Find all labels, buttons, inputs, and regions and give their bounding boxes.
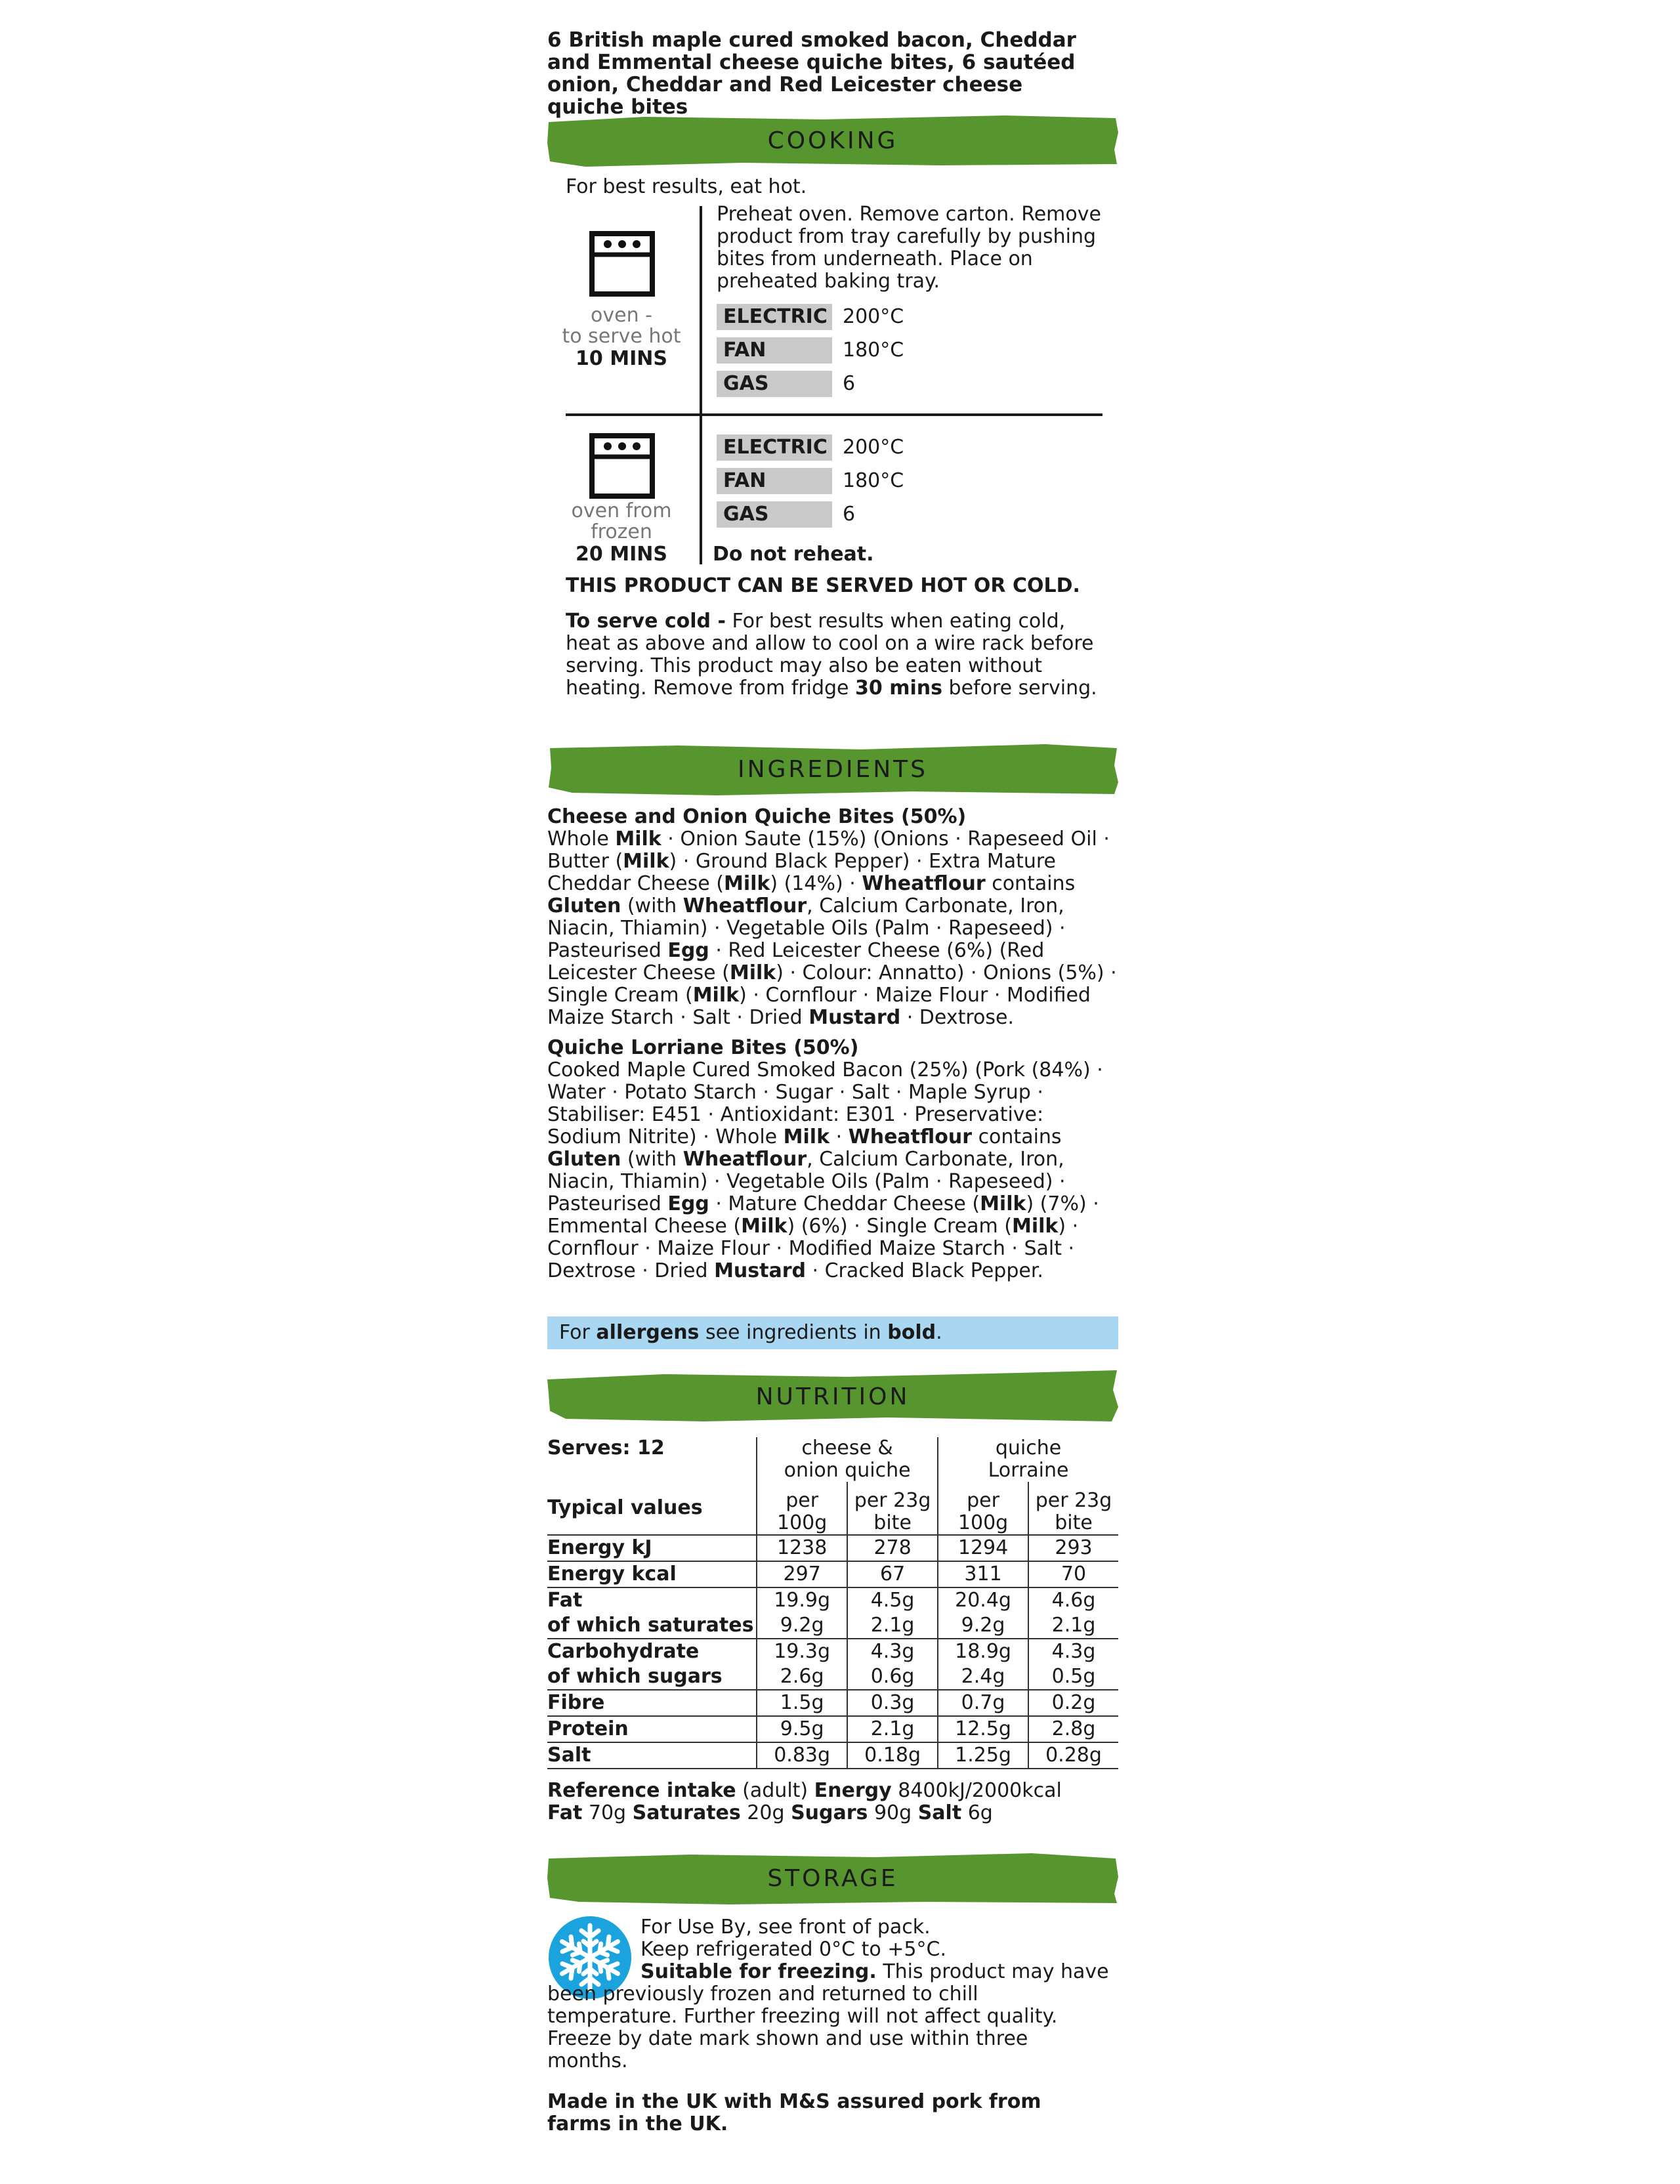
hot-setting-gas: GAS <box>717 371 832 397</box>
nutrient-value: 2.1g <box>1028 1613 1118 1639</box>
reference-intake-2-run: Saturates <box>632 1801 741 1824</box>
ingredients-section2-run: · <box>830 1125 849 1148</box>
nutrient-value: 70 <box>1028 1561 1118 1587</box>
hot-setting-fan-value: 180°C <box>843 339 904 362</box>
ingredients-section2-run: ) (7%) · Emmental Cheese ( <box>547 1192 1099 1238</box>
ingredients-section1-run: contains <box>985 872 1076 895</box>
ingredients-section2-run: (with <box>621 1148 683 1171</box>
col-group1-line2: onion quiche <box>784 1459 911 1482</box>
ingredients-section2-run: Gluten <box>547 1148 621 1171</box>
nutrient-value: 4.3g <box>847 1639 938 1664</box>
table-row <box>547 1664 1118 1690</box>
storage-freezing-text <box>547 1961 1112 2072</box>
ingredients-section1-run: Egg <box>667 939 709 962</box>
nutrient-value: 1.5g <box>757 1690 847 1716</box>
nutrient-value: 4.6g <box>1028 1587 1118 1613</box>
ingredients-section1-run: Wheatflour <box>862 872 986 895</box>
table-row <box>547 1613 1118 1639</box>
nutrient-label: of which saturates <box>547 1613 757 1639</box>
ingredients-banner <box>546 742 1120 797</box>
nutrient-value: 0.83g <box>757 1742 847 1769</box>
ingredients-section1-run: ) · Colour: Annatto) · Onions (5%) · Single Cream ( <box>547 961 1117 1007</box>
nutrient-value: 12.5g <box>938 1716 1028 1742</box>
nutrient-value: 0.5g <box>1028 1664 1118 1690</box>
cooking-divider-vertical <box>700 206 702 564</box>
col-group1-line1: cheese & <box>801 1437 893 1460</box>
do-not-reheat-text: Do not reheat. <box>713 543 874 566</box>
allergen-text-a: For <box>559 1321 597 1344</box>
oven-icon <box>589 433 655 501</box>
ingredients-section2-run: contains <box>972 1125 1062 1148</box>
col-group2-line2: Lorraine <box>988 1459 1069 1482</box>
nutrient-value: 19.3g <box>757 1639 847 1664</box>
nutrient-label: Protein <box>547 1716 757 1742</box>
nutrient-value: 2.1g <box>847 1716 938 1742</box>
hot-setting-fan: FAN <box>717 337 832 364</box>
nutrient-value: 2.8g <box>1028 1716 1118 1742</box>
frozen-setting-gas-value: 6 <box>843 503 856 526</box>
cooking-heading: COOKING <box>767 127 898 154</box>
ingredients-section1-run: Mustard <box>808 1006 901 1029</box>
frozen-setting-fan: FAN <box>717 468 832 494</box>
ingredients-section1-run: · Dextrose. <box>900 1006 1014 1029</box>
reference-intake-2-run: 6g <box>961 1801 993 1824</box>
origin-text: Made in the UK with M&S assured pork from farms in the UK. <box>547 2090 1041 2135</box>
nutrient-value: 1294 <box>938 1535 1028 1561</box>
hot-setting-gas-value: 6 <box>843 372 856 395</box>
nutrient-label: Energy kJ <box>547 1535 757 1561</box>
ingredients-section1-run: , Calcium Carbonate, Iron, Niacin, Thiamin) · Vegetable Oils (Palm · Rapeseed) · Pasteurised <box>547 894 1066 962</box>
nutrient-value: 2.6g <box>757 1664 847 1690</box>
ingredients-section1-run: Milk <box>615 828 662 850</box>
nutrient-value: 67 <box>847 1561 938 1587</box>
sub-header-1: per 100g <box>757 1482 847 1535</box>
ingredients-section2-run: ) (6%) · Single Cream ( <box>787 1215 1013 1238</box>
cooking-banner <box>546 113 1120 168</box>
serve-cold-body: For best results when eating cold, heat as above and allow to cool on a wire rack before serving. This product may also be eaten without heating. Remove from fridge <box>566 610 1094 700</box>
ingredients-section1-run: · Onion Saute (15%) (Onions · Rapeseed Oil · Butter ( <box>547 828 1110 873</box>
table-row <box>547 1535 1118 1561</box>
reference-intake-1-run: Energy <box>814 1779 892 1802</box>
nutrient-label: Fat <box>547 1589 583 1612</box>
nutrient-value: 293 <box>1028 1535 1118 1561</box>
nutrient-value: 4.3g <box>1028 1639 1118 1664</box>
frozen-setting-gas: GAS <box>717 501 832 528</box>
nutrient-value: 311 <box>938 1561 1028 1587</box>
allergen-text-d: bold <box>887 1321 936 1344</box>
reference-intake-2-run: 70g <box>582 1801 633 1824</box>
oven-icon <box>589 231 655 299</box>
storage-use-by: For Use By, see front of pack. <box>640 1916 931 1939</box>
nutrient-label: of which sugars <box>547 1664 757 1690</box>
ingredients-section1-run: Gluten <box>547 894 621 917</box>
ingredients-section1-run: ) (14%) · <box>770 872 862 895</box>
reference-intake-2-run: 20g <box>740 1801 791 1824</box>
ingredients-section1-run: ) · Ground Black Pepper) · Extra Mature Cheddar Cheese ( <box>547 850 1056 895</box>
ingredients-section2-body <box>547 1059 1118 1282</box>
sub-header-3: per 100g <box>938 1482 1028 1535</box>
nutrient-value: 0.6g <box>847 1664 938 1690</box>
col-group-cheese-onion <box>757 1437 938 1482</box>
typical-values-label: Typical values <box>547 1482 757 1535</box>
best-results-text: For best results, eat hot. <box>566 175 807 198</box>
nutrition-banner <box>546 1369 1120 1424</box>
table-row <box>547 1690 1118 1716</box>
hot-oven-label-1: oven - <box>591 304 652 327</box>
frozen-oven-label-2: frozen <box>591 520 652 543</box>
frozen-setting-electric-value: 200°C <box>843 436 904 459</box>
reference-intake-1-run: 8400kJ/2000kcal <box>891 1779 1062 1802</box>
hot-setting-electric-value: 200°C <box>843 305 904 328</box>
nutrient-value: 9.2g <box>938 1613 1028 1639</box>
ingredients-section1-run: Whole <box>547 828 616 850</box>
table-row <box>547 1716 1118 1742</box>
hot-or-cold-text: THIS PRODUCT CAN BE SERVED HOT OR COLD. <box>566 574 1080 597</box>
nutrient-value: 297 <box>757 1561 847 1587</box>
storage-heading: STORAGE <box>767 1864 898 1892</box>
serve-cold-label: To serve cold - <box>566 610 726 633</box>
nutrient-value: 0.18g <box>847 1742 938 1769</box>
nutrient-value: 20.4g <box>938 1587 1028 1613</box>
reference-intake-2-run: 90g <box>868 1801 918 1824</box>
allergen-text-c: see ingredients in <box>699 1321 888 1344</box>
ingredients-section1-run: Wheatflour <box>682 894 807 917</box>
hot-instructions: Preheat oven. Remove carton. Remove product from tray carefully by pushing bites from underneath. Place on preheated baking tray. <box>717 203 1101 293</box>
nutrient-value: 1.25g <box>938 1742 1028 1769</box>
ingredients-section2-run: , Calcium Carbonate, Iron, Niacin, Thiamin) · Vegetable Oils (Palm · Rapeseed) · Pasteurised <box>547 1148 1066 1215</box>
ingredients-section2-run: Milk <box>980 1192 1026 1215</box>
serves-label: Serves: 12 <box>547 1437 665 1460</box>
frozen-oven-time: 20 MINS <box>576 543 667 566</box>
nutrient-value: 278 <box>847 1535 938 1561</box>
ingredients-section1-run: Milk <box>692 984 740 1007</box>
nutrient-value: 0.3g <box>847 1690 938 1716</box>
frozen-setting-electric: ELECTRIC <box>717 434 832 461</box>
table-row <box>547 1561 1118 1587</box>
frozen-oven-label-1: oven from <box>571 499 672 522</box>
allergen-text-b: allergens <box>596 1321 700 1344</box>
sub-header-2: per 23g bite <box>847 1482 938 1535</box>
nutrient-label: Energy kcal <box>547 1561 757 1587</box>
ingredients-section2-run: Milk <box>741 1215 788 1238</box>
nutrient-value: 0.7g <box>938 1690 1028 1716</box>
serve-cold-time: 30 mins <box>855 677 942 700</box>
serve-cold-end: before serving. <box>942 677 1097 700</box>
frozen-setting-fan-value: 180°C <box>843 469 904 492</box>
nutrient-value: 18.9g <box>938 1639 1028 1664</box>
nutrient-label: Salt <box>547 1742 757 1769</box>
ingredients-section2-run: · Cracked Black Pepper. <box>806 1259 1043 1282</box>
nutrient-value: 19.9g <box>757 1587 847 1613</box>
ingredients-section1-run: Milk <box>623 850 669 873</box>
ingredients-section2-run: ) · Cornflour · Maize Flour · Modified Maize Starch · Salt · Dextrose · Dried <box>547 1215 1079 1282</box>
hot-oven-label-2: to serve hot <box>562 325 681 348</box>
cooking-divider-horizontal <box>566 413 1102 416</box>
allergen-text-e: . <box>936 1321 942 1344</box>
nutrient-label: Carbohydrate <box>547 1640 700 1663</box>
reference-intake-line2 <box>547 1802 993 1824</box>
nutrient-value: 9.5g <box>757 1716 847 1742</box>
nutrient-value: 9.2g <box>757 1613 847 1639</box>
storage-banner <box>546 1851 1120 1906</box>
ingredients-section2-run: Milk <box>1012 1215 1059 1238</box>
ingredients-section1-run: · Red Leicester Cheese (6%) (Red Leicester Cheese ( <box>547 939 1045 984</box>
freezing-bold: Suitable for freezing. <box>640 1960 877 1983</box>
ingredients-section1-run: ) · Cornflour · Maize Flour · Modified Maize Starch · Salt · Dried <box>547 984 1091 1029</box>
ingredients-section2-run: Cooked Maple Cured Smoked Bacon (25%) (Pork (84%) · Water · Potato Starch · Sugar · Salt · Maple Syrup · Stabiliser: E451 · Antioxidant: E301 · Preservative: Sodium Nitrite) · Whole <box>547 1059 1103 1148</box>
sub-header-4: per 23g bite <box>1028 1482 1118 1535</box>
col-group2-line1: quiche <box>995 1437 1062 1460</box>
ingredients-section2-run: Milk <box>783 1125 830 1148</box>
table-row <box>547 1639 1118 1664</box>
hot-oven-time: 10 MINS <box>576 347 667 370</box>
nutrient-value: 0.28g <box>1028 1742 1118 1769</box>
ingredients-section1-title: Cheese and Onion Quiche Bites (50%) <box>547 805 967 828</box>
reference-intake-1-run: Reference intake <box>547 1779 736 1802</box>
ingredients-section2-run: Wheatflour <box>682 1148 807 1171</box>
product-description: 6 British maple cured smoked bacon, Cheddar and Emmental cheese quiche bites, 6 sautéed onion, Cheddar and Red Leicester cheese quiche bites <box>547 28 1076 119</box>
ingredients-section1-body <box>547 828 1118 1029</box>
ingredients-section1-run: Milk <box>729 961 776 984</box>
ingredients-section2-title: Quiche Lorriane Bites (50%) <box>547 1036 859 1059</box>
nutrient-value: 1238 <box>757 1535 847 1561</box>
nutrient-value: 4.5g <box>847 1587 938 1613</box>
nutrient-value: 0.2g <box>1028 1690 1118 1716</box>
reference-intake-line1 <box>547 1780 1062 1802</box>
storage-refrigerate: Keep refrigerated 0°C to +5°C. <box>640 1938 946 1961</box>
reference-intake-2-run: Sugars <box>791 1801 868 1824</box>
reference-intake-2-run: Salt <box>917 1801 962 1824</box>
table-row <box>547 1742 1118 1769</box>
hot-setting-electric: ELECTRIC <box>717 304 832 330</box>
ingredients-section1-run: Milk <box>723 872 770 895</box>
reference-intake-1-run: (adult) <box>736 1779 814 1802</box>
ingredients-section2-run: Wheatflour <box>848 1125 973 1148</box>
nutrition-table <box>547 1437 1118 1769</box>
freezing-body: This product may have been previously frozen and returned to chill temperature. Further freezing will not affect quality. Freeze by date mark shown and use within three months. <box>547 1960 1109 2072</box>
table-row <box>547 1587 1118 1613</box>
allergen-notice <box>547 1316 1118 1349</box>
ingredients-section2-run: Mustard <box>714 1259 806 1282</box>
nutrition-heading: NUTRITION <box>755 1383 910 1410</box>
ingredients-section1-run: (with <box>621 894 683 917</box>
ingredients-section2-run: Egg <box>667 1192 709 1215</box>
nutrient-value: 2.4g <box>938 1664 1028 1690</box>
reference-intake-2-run: Fat <box>547 1801 583 1824</box>
ingredients-section2-run: · Mature Cheddar Cheese ( <box>709 1192 980 1215</box>
ingredients-heading: INGREDIENTS <box>737 755 929 783</box>
nutrient-value: 2.1g <box>847 1613 938 1639</box>
nutrient-label: Fibre <box>547 1690 757 1716</box>
serve-cold-text <box>566 610 1104 700</box>
col-group-lorraine <box>938 1437 1118 1482</box>
